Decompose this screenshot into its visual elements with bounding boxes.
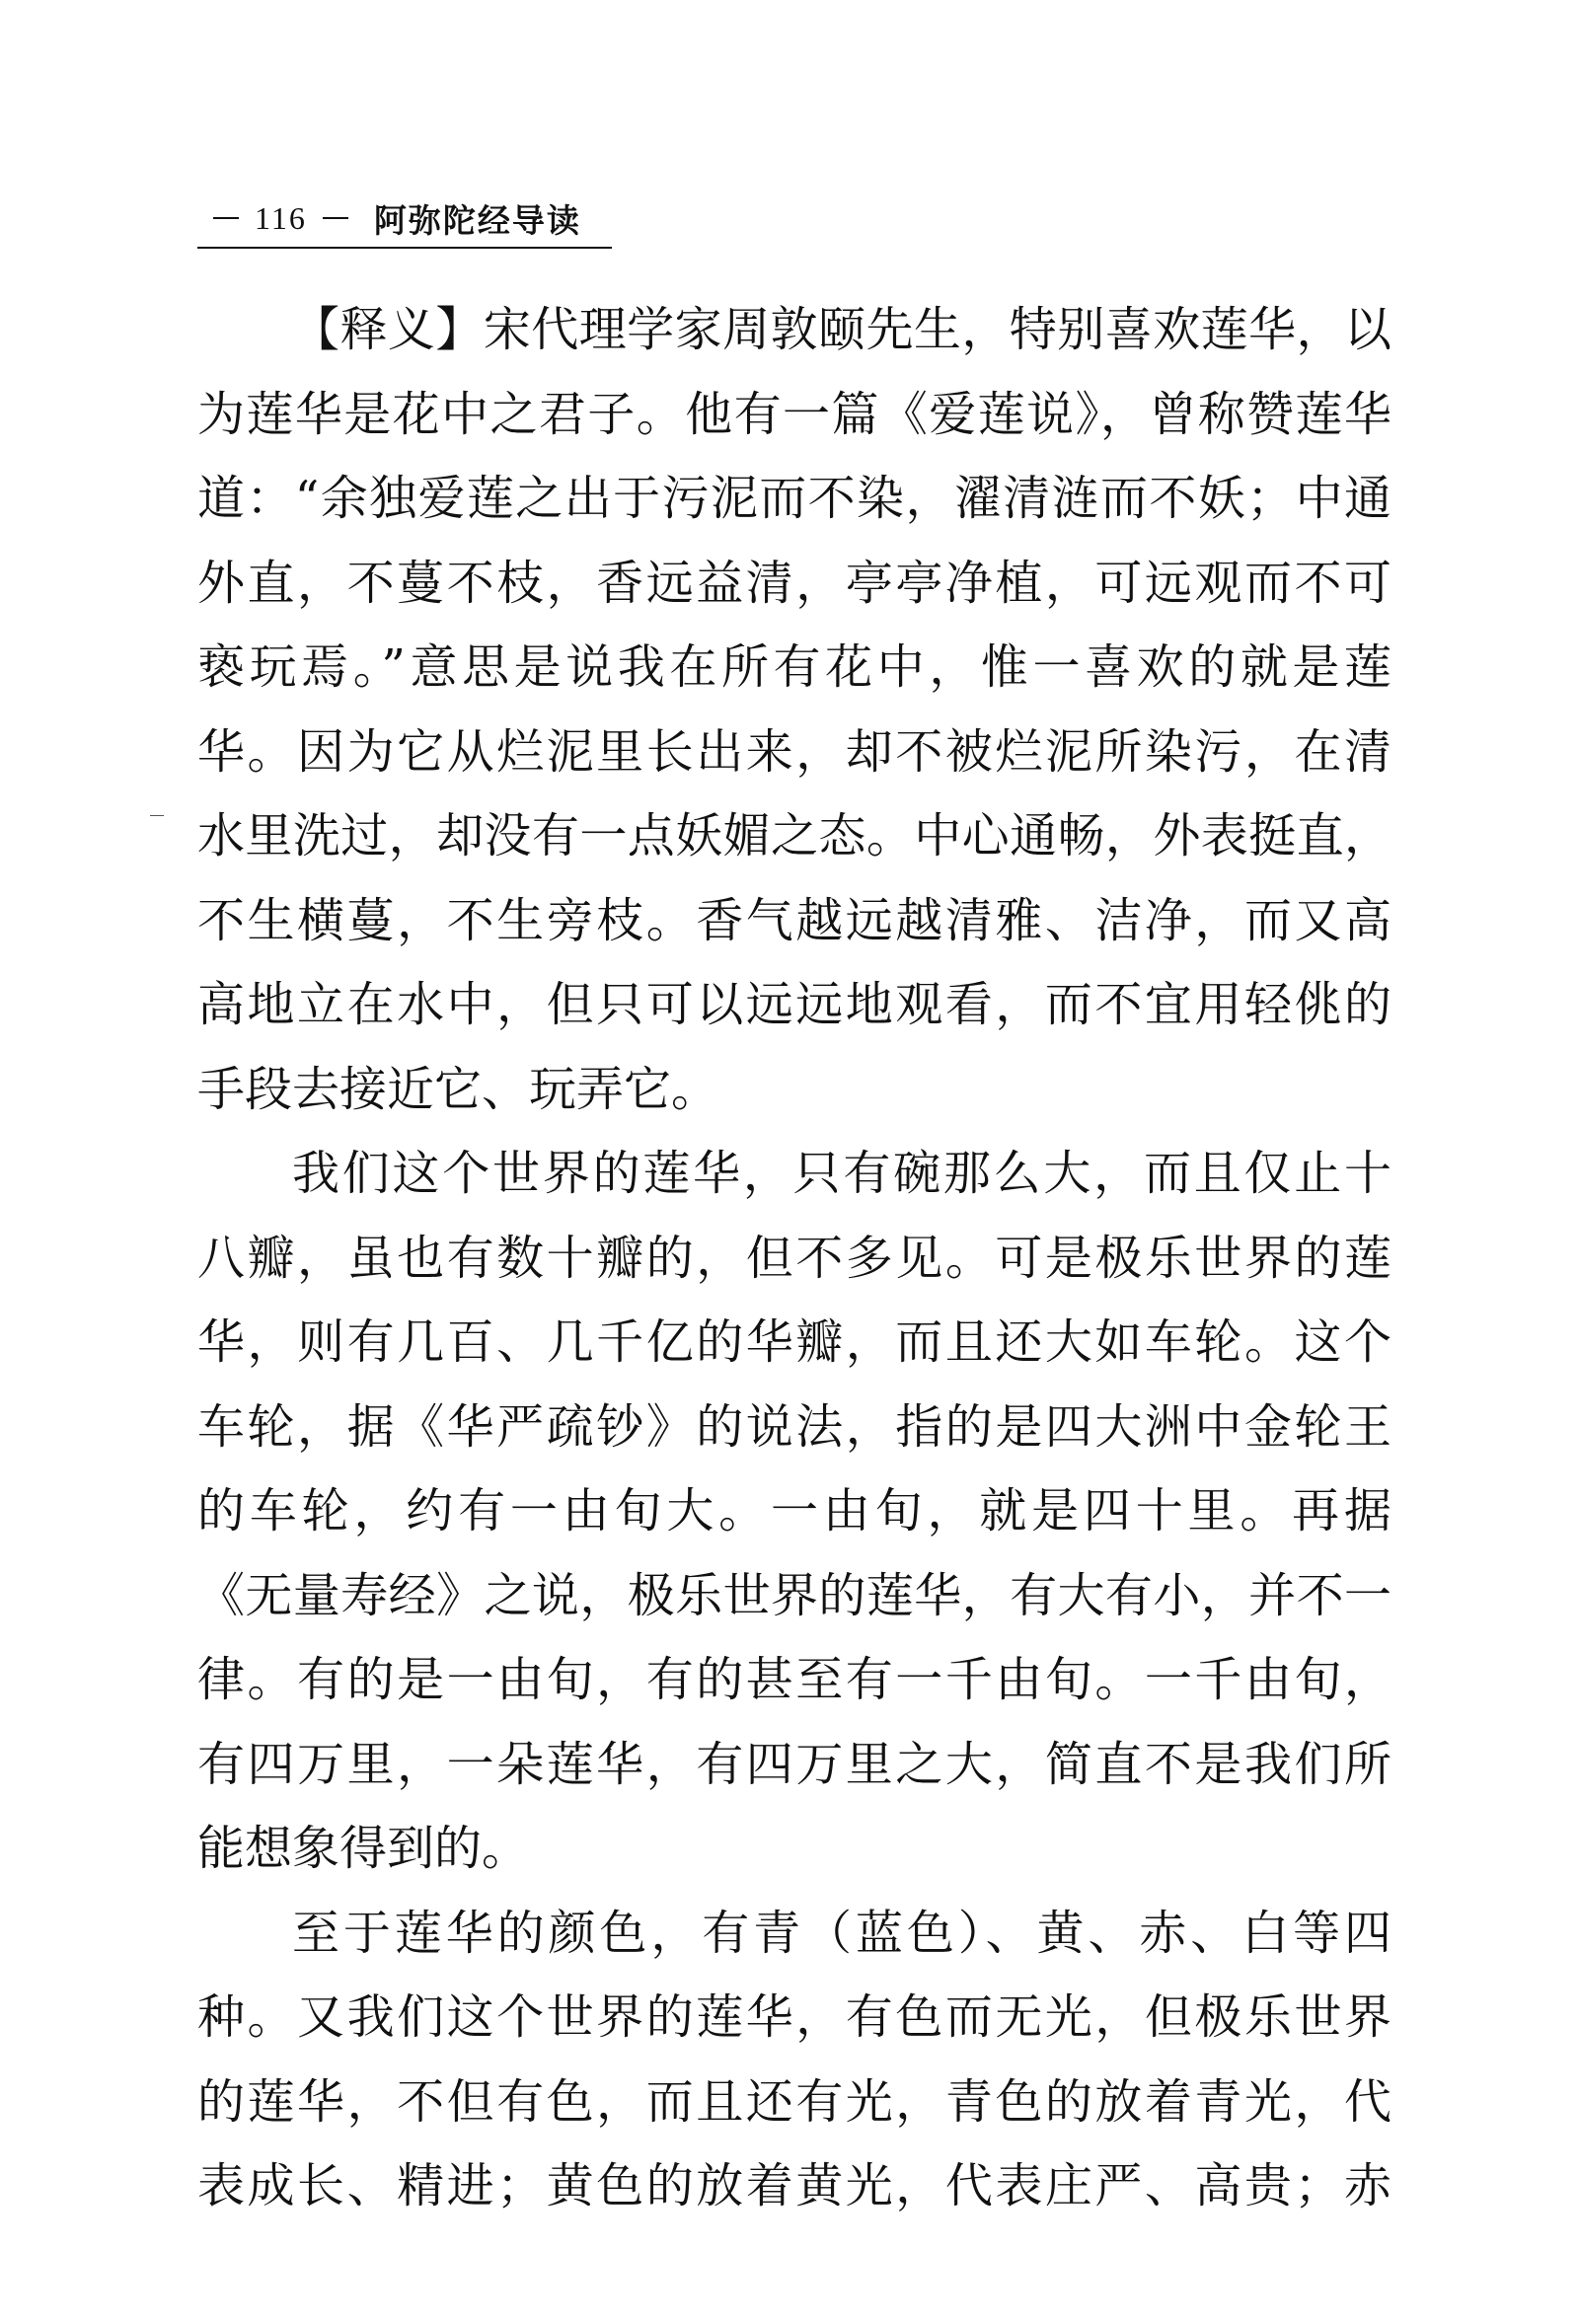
paragraph-line: 的莲华，不但有色，而且还有光，青色的放着青光，代 bbox=[197, 2073, 1391, 2130]
paragraph-line: 为莲华是花中之君子。他有一篇《爱莲说》，曾称赞莲华 bbox=[197, 386, 1391, 442]
paragraph-line: 【释义】宋代理学家周敦颐先生，特别喜欢莲华，以 bbox=[292, 302, 1391, 357]
paragraph-line: 车轮，据《华严疏钞》的说法，指的是四大洲中金轮王 bbox=[197, 1398, 1391, 1455]
paragraph-line: 亵玩焉。”意思是说我在所有花中，惟一喜欢的就是莲 bbox=[197, 639, 1391, 695]
paragraph-line: 的车轮，约有一由旬大。一由旬，就是四十里。再据 bbox=[197, 1483, 1391, 1538]
paragraph-line: 种。又我们这个世界的莲华，有色而无光，但极乐世界 bbox=[197, 1989, 1391, 2045]
paragraph-line: 至于莲华的颜色，有青（蓝色）、黄、赤、白等四 bbox=[292, 1905, 1391, 1961]
paragraph-line: 律。有的是一由旬，有的甚至有一千由旬。一千由旬， bbox=[197, 1652, 1391, 1707]
paragraph-line: 高地立在水中，但只可以远远地观看，而不宜用轻佻的 bbox=[197, 977, 1391, 1032]
paragraph-line: 表成长、精进；黄色的放着黄光，代表庄严、高贵；赤 bbox=[197, 2158, 1391, 2213]
paragraph-line: 能想象得到的。 bbox=[197, 1821, 530, 1876]
paragraph-line: 水里洗过，却没有一点妖媚之态。中心通畅，外表挺直， bbox=[197, 808, 1391, 863]
paragraph-line: 手段去接近它、玩弄它。 bbox=[197, 1061, 719, 1117]
margin-mark bbox=[150, 815, 164, 816]
paragraph-line: 道：“余独爱莲之出于污泥而不染，濯清涟而不妖；中通 bbox=[197, 471, 1391, 526]
paragraph-line: 不生横蔓，不生旁枝。香气越远越清雅、洁净，而又高 bbox=[197, 892, 1391, 948]
body-text bbox=[197, 288, 1391, 2229]
paragraph-line: 八瓣，虽也有数十瓣的，但不多见。可是极乐世界的莲 bbox=[197, 1230, 1391, 1286]
header-dash-left bbox=[213, 217, 239, 219]
paragraph-line: 华，则有几百、几千亿的华瓣，而且还大如车轮。这个 bbox=[197, 1314, 1391, 1370]
header-dash-right bbox=[323, 217, 348, 219]
header-rule bbox=[197, 247, 612, 249]
paragraph-line: 我们这个世界的莲华，只有碗那么大，而且仅止十 bbox=[292, 1146, 1391, 1201]
paragraph-line: 有四万里，一朵莲华，有四万里之大，简直不是我们所 bbox=[197, 1736, 1391, 1792]
running-header bbox=[197, 193, 581, 243]
paragraph-line: 《无量寿经》之说，极乐世界的莲华，有大有小，并不一 bbox=[197, 1567, 1391, 1623]
paragraph-line: 华。因为它从烂泥里长出来，却不被烂泥所染污，在清 bbox=[197, 723, 1391, 780]
paragraph-line: 外直，不蔓不枝，香远益清，亭亭净植，可远观而不可 bbox=[197, 555, 1391, 611]
book-title: 阿弥陀经导读 bbox=[373, 200, 581, 240]
page-number: 116 bbox=[255, 199, 307, 236]
